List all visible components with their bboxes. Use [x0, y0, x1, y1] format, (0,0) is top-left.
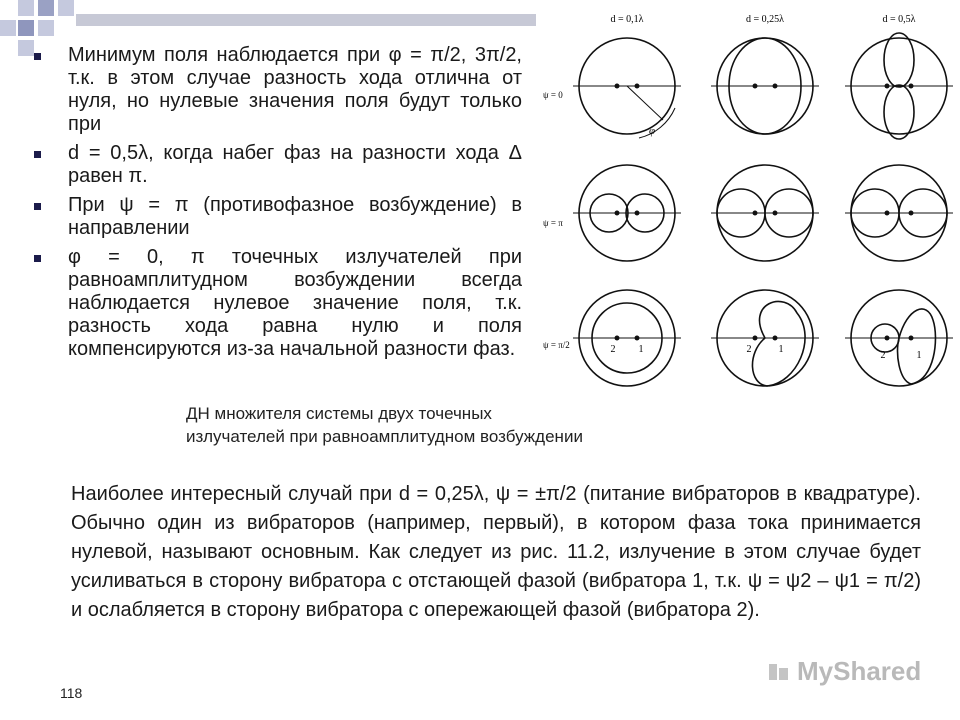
column-label: d = 0,1λ — [610, 14, 644, 25]
watermark — [797, 656, 921, 687]
emitter-label-1: 1 — [916, 350, 922, 361]
emitter-label-2: 2 — [610, 344, 616, 355]
emitter-label-1: 1 — [778, 344, 784, 355]
phi-label: φ — [649, 125, 656, 137]
page-number: 118 — [60, 685, 83, 701]
row-label: ψ = π/2 — [543, 340, 570, 350]
watermark-text: MyShared — [797, 656, 922, 686]
bullet-item: При ψ = π (противофазное возбуждение) в направлении — [30, 194, 522, 240]
emitter-label-2: 2 — [880, 350, 886, 361]
bullet-item: Минимум поля наблюдается при φ = π/2, 3π/2, т.к. в этом случае разность хода отлична от нуля, но нулевые значения поля будут только при — [30, 44, 522, 136]
bullet-list — [30, 44, 522, 367]
figure-caption: ДН множителя системы двух точечных излучателей при равноамплитудном возбуждении — [186, 404, 583, 446]
emitter-label-2: 2 — [746, 344, 752, 355]
bullet-item: φ = 0, π точечных излучателей при равноамплитудном возбуждении всегда наблюдается нулевое значение поля, т.к. разность хода равна нулю и поля компенсируются из-за начальной разности фаз. — [30, 246, 522, 361]
emitter-label-1: 1 — [638, 344, 644, 355]
watermark-logo-icon — [767, 660, 791, 684]
bullet-item: d = 0,5λ, когда набег фаз на разности хода Δ равен π. — [30, 142, 522, 188]
body-paragraph: Наиболее интересный случай при d = 0,25λ, ψ = ±π/2 (питание вибраторов в квадратуре). Обычно один из вибраторов (например, первый), в котором фаза тока принимается нулевой, называют основным. Как следует из рис. 11.2, излучение в этом случае будет усиливаться в сторону вибратора с отстающей фазой (вибратора 1, т.к. ψ = ψ2 – ψ1 = π/2) и ослабляется в сторону вибратора с опережающей фазой (вибратора 2). — [71, 483, 921, 621]
radiation-pattern-figure — [535, 8, 955, 398]
column-label: d = 0,5λ — [882, 14, 916, 25]
row-label: ψ = π — [543, 218, 563, 228]
column-label: d = 0,25λ — [746, 14, 784, 25]
row-label: ψ = 0 — [543, 90, 563, 100]
